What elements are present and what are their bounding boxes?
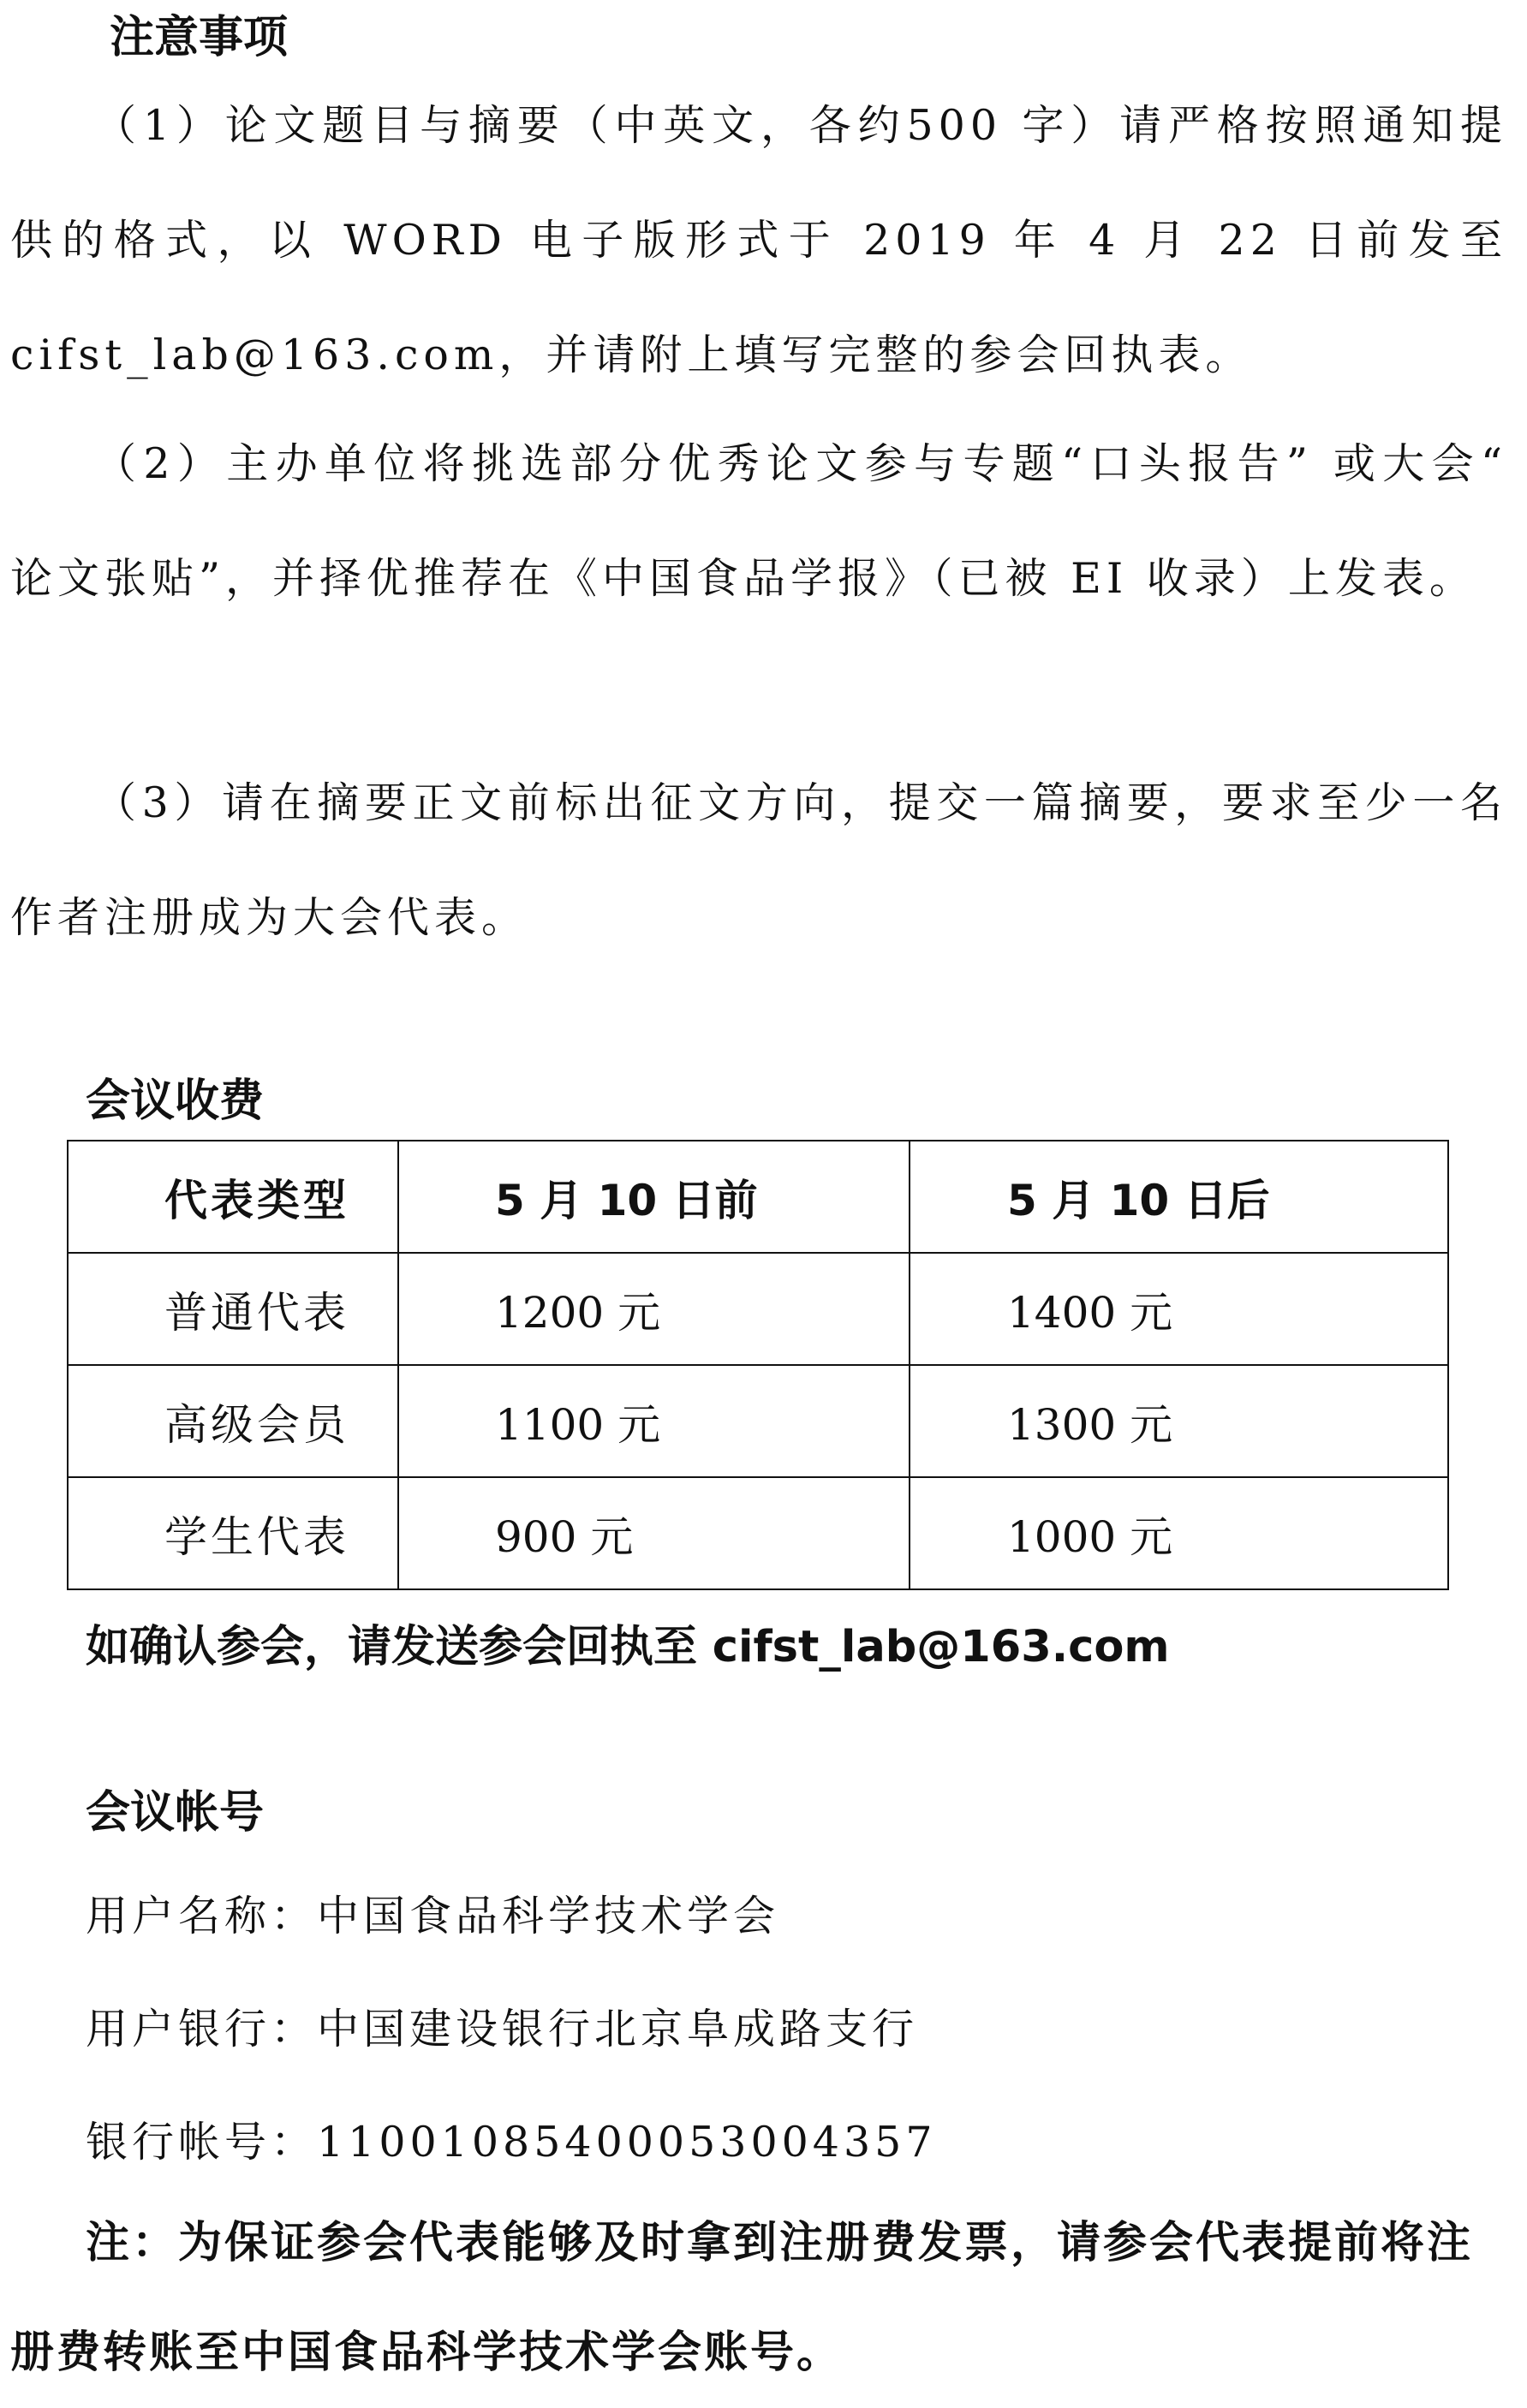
fee-table-header-row <box>68 1141 1448 1253</box>
table-row <box>68 1477 1448 1589</box>
cell-before: 1200 元 <box>398 1253 910 1365</box>
notes-item-3: （3）请在摘要正文前标出征文方向，提交一篇摘要，要求至少一名作者注册成为大会代表。 <box>10 778 1507 942</box>
table-row <box>68 1253 1448 1365</box>
cell-before: 900 元 <box>398 1477 910 1589</box>
cell-type: 普通代表 <box>68 1253 398 1365</box>
account-heading: 会议帐号 <box>86 1787 265 1839</box>
header-before-may-10: 5 月 10 日前 <box>398 1141 910 1253</box>
cell-after: 1300 元 <box>910 1365 1448 1477</box>
cell-after: 1400 元 <box>910 1253 1448 1365</box>
header-after-may-10: 5 月 10 日后 <box>910 1141 1448 1253</box>
notes-item-1: （1）论文题目与摘要（中英文，各约500 字）请严格按照通知提供的格式，以 WORD 电子版形式于 2019 年 4 月 22 日前发至 cifst_lab@163.com，并请附上填写完整的参会回执表。 <box>10 101 1507 379</box>
account-user-name: 用户名称：中国食品科学技术学会 <box>86 1892 780 1940</box>
account-note: 注：为保证参会代表能够及时拿到注册费发票，请参会代表提前将注册费转账至中国食品科学技术学会账号。 <box>10 2218 1474 2378</box>
confirm-note: 如确认参会，请发送参会回执至 cifst_lab@163.com <box>86 1622 1170 1672</box>
cell-before: 1100 元 <box>398 1365 910 1477</box>
cell-type: 高级会员 <box>68 1365 398 1477</box>
table-row <box>68 1365 1448 1477</box>
fees-heading: 会议收费 <box>86 1076 265 1127</box>
notes-item-2: （2）主办单位将挑选部分优秀论文参与专题“口头报告” 或大会“ 论文张贴”，并择优推荐在《中国食品学报》（已被 EI 收录）上发表。 <box>10 439 1507 603</box>
fee-table <box>67 1140 1449 1590</box>
cell-type: 学生代表 <box>68 1477 398 1589</box>
header-delegate-type: 代表类型 <box>68 1141 398 1253</box>
account-bank-number: 银行帐号：11001085400053004357 <box>86 2118 937 2167</box>
cell-after: 1000 元 <box>910 1477 1448 1589</box>
account-user-bank: 用户银行：中国建设银行北京阜成路支行 <box>86 2005 919 2053</box>
notes-heading: 注意事项 <box>110 12 289 63</box>
